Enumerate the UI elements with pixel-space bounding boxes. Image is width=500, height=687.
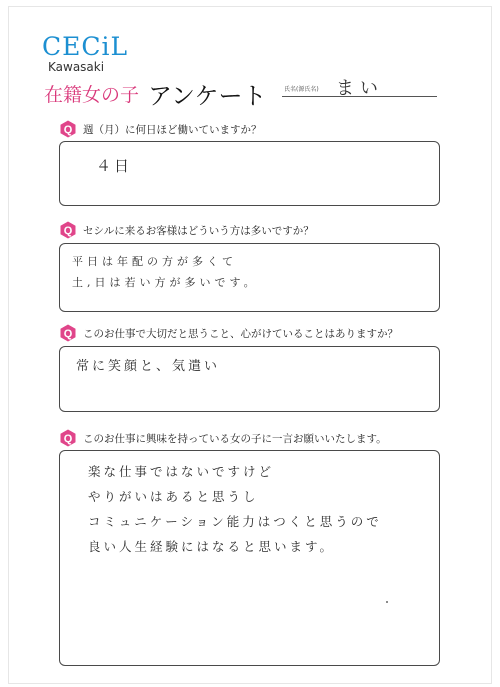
ink-dot <box>386 601 388 603</box>
logo-main-text: CECiL <box>42 32 129 61</box>
answer-text-4: 楽な仕事ではないですけど やりがいはあると思うし コミュニケーション能力はつくと思うので 良い人生経験にはなると思います。 <box>88 464 382 554</box>
question-text: 週（月）に何日ほど働いていますか？ <box>83 124 262 136</box>
name-label: 氏名(源氏名) <box>284 86 319 93</box>
page-title <box>44 76 444 110</box>
question-badge-icon <box>59 429 77 447</box>
logo-sub-text: Kawasaki <box>48 60 105 74</box>
svg-text:Q: Q <box>63 225 73 237</box>
question-badge-icon <box>59 221 77 239</box>
title-black: アンケート <box>148 82 267 110</box>
answer-text-3: 常に笑顔と、気遣い <box>76 359 221 374</box>
name-value: まい <box>336 78 384 99</box>
question-text: このお仕事に興味を持っている女の子に一言お願いいたします。 <box>83 433 387 445</box>
question-badge-icon <box>59 120 77 138</box>
logo <box>42 34 128 74</box>
answer-text-1: ４日 <box>96 157 133 175</box>
question-badge-icon <box>59 324 77 342</box>
name-underline <box>282 96 437 97</box>
title-pink: 在籍女の子 <box>44 84 140 106</box>
svg-text:Q: Q <box>63 328 73 340</box>
answer-text-2: 平日は年配の方が多くて 土,日は若い方が多いです。 <box>72 255 259 289</box>
svg-text:Q: Q <box>63 433 73 445</box>
question-text: セシルに来るお客様はどういう方は多いですか？ <box>83 225 314 237</box>
svg-text:Q: Q <box>63 124 73 136</box>
question-text: このお仕事で大切だと思うこと、心がけていることはありますか？ <box>83 328 398 340</box>
